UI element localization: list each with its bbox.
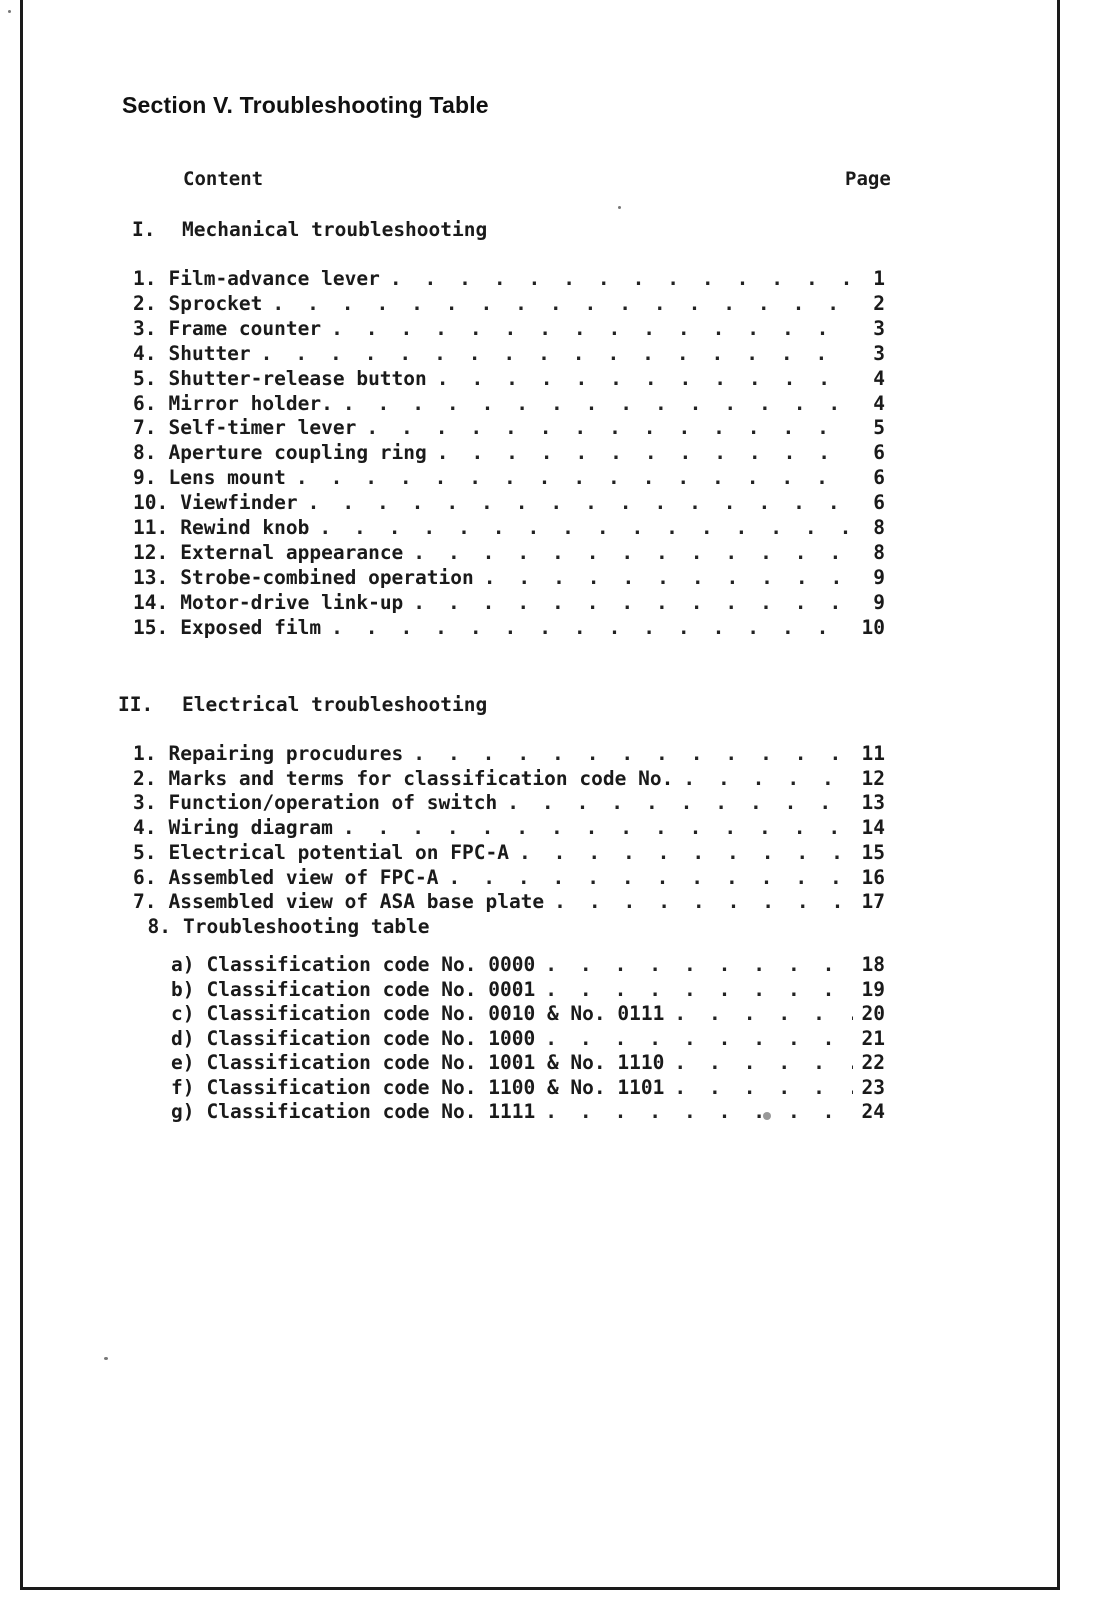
toc-entry-page: 16 — [861, 865, 885, 889]
scan-speck — [763, 1112, 771, 1120]
page-column-header: Page — [845, 168, 891, 190]
toc-entry-number: e) — [171, 1051, 195, 1074]
section-title: Section V. Troubleshooting Table — [122, 92, 489, 118]
toc-entry-page: 8 — [873, 516, 885, 539]
toc-entry — [171, 978, 885, 1003]
toc-entry-page: 8 — [873, 540, 885, 564]
toc-entry-page: 17 — [861, 890, 885, 914]
toc-entry-number: g) — [171, 1100, 195, 1123]
toc-entry-number: 5. — [133, 840, 157, 864]
toc-entry-number: 13. — [133, 565, 169, 589]
section-number: II. — [118, 693, 154, 716]
toc-leader-dots — [664, 1076, 853, 1099]
toc-entry-label: External appearance — [180, 540, 404, 564]
toc-entry-label: Repairing procudures — [168, 742, 404, 765]
toc-entry — [133, 516, 885, 541]
toc-leader-dots — [427, 441, 853, 464]
toc-entry-number: 7. — [133, 416, 157, 440]
toc-entry-page: 13 — [861, 791, 885, 815]
scan-speck — [104, 1357, 108, 1360]
toc-entry-page: 4 — [873, 391, 885, 415]
toc-entry — [133, 416, 885, 441]
toc-entry-page: 12 — [861, 766, 885, 790]
toc-entry-number: f) — [171, 1075, 195, 1099]
toc-entry-number: a) — [171, 953, 195, 976]
section-heading-label: Mechanical troubleshooting — [182, 218, 488, 241]
toc-entry-page: 4 — [873, 366, 885, 390]
toc-entry-label: Classification code No. 1001 & No. 1110 — [206, 1051, 665, 1074]
toc-entry-number: 2. — [133, 291, 157, 315]
toc-leader-dots — [535, 978, 853, 1001]
toc-leader-dots — [535, 1027, 853, 1050]
toc-entry-page: 22 — [861, 1051, 885, 1074]
toc-leader-dots — [333, 392, 853, 415]
toc-entry — [133, 367, 885, 392]
toc-entry-label: Troubleshooting table — [183, 914, 430, 938]
toc-entry-page: 3 — [873, 316, 885, 340]
toc-entry — [171, 1100, 885, 1125]
toc-entry — [133, 915, 885, 940]
toc-leader-dots — [251, 342, 853, 365]
toc-entry-number: b) — [171, 977, 195, 1001]
toc-entry-page: 20 — [861, 1002, 885, 1025]
toc-entry-label: Assembled view of FPC-A — [168, 865, 439, 889]
toc-entry — [133, 267, 885, 292]
toc-leader-dots — [509, 841, 853, 864]
toc-entry — [133, 541, 885, 566]
toc-entry-page: 19 — [861, 977, 885, 1001]
toc-entry-label: Classification code No. 0000 — [206, 953, 536, 976]
toc-leader-dots — [380, 267, 853, 290]
toc-entry-page: 23 — [861, 1075, 885, 1099]
toc-leader-dots — [535, 953, 853, 976]
toc-leader-dots — [535, 1100, 853, 1123]
toc-leader-dots — [664, 1051, 853, 1074]
toc-entry-label: Classification code No. 0010 & No. 0111 — [206, 1002, 665, 1025]
toc-entry-page: 21 — [861, 1026, 885, 1050]
toc-entry — [133, 292, 885, 317]
toc-entry — [171, 953, 885, 978]
toc-entry-page: 10 — [861, 615, 885, 639]
toc-entry-label: Classification code No. 0001 — [206, 977, 536, 1001]
toc-entry-label: Aperture coupling ring — [168, 441, 427, 465]
toc-entry-page: 9 — [873, 590, 885, 614]
toc-entry-number: 1. — [133, 267, 157, 290]
toc-entry — [133, 491, 885, 516]
toc-leader-dots — [403, 591, 853, 614]
toc-entry-label: Exposed film — [180, 615, 322, 639]
toc-entry-number: 5. — [133, 366, 157, 390]
scan-speck — [618, 206, 621, 209]
toc-entry-number: 8. — [147, 914, 171, 938]
toc-leader-dots — [321, 317, 853, 340]
toc-entry-label: Motor-drive link-up — [180, 590, 404, 614]
toc-entry-page: 2 — [873, 291, 885, 315]
toc-entry-number: 4. — [133, 816, 157, 840]
toc-entry-label: Viewfinder — [180, 491, 298, 515]
toc-entry-label: Lens mount — [168, 466, 286, 490]
toc-entry — [133, 342, 885, 367]
toc-entry-number: 3. — [133, 316, 157, 340]
toc-entry — [133, 392, 885, 417]
toc-leader-dots — [321, 616, 853, 639]
toc-entry-number: 6. — [133, 865, 157, 889]
toc-leader-dots — [333, 816, 853, 839]
toc-entry-page: 9 — [873, 565, 885, 589]
toc-entry-page: 14 — [861, 816, 885, 840]
toc-entry-label: Classification code No. 1111 — [206, 1100, 536, 1123]
toc-entry-number: d) — [171, 1026, 195, 1050]
toc-entry-label: Wiring diagram — [168, 816, 333, 840]
toc-entry — [133, 866, 885, 891]
toc-entry-label: Classification code No. 1100 & No. 1101 — [206, 1075, 665, 1099]
toc-entry-page: 24 — [861, 1100, 885, 1123]
toc-entry-label: Assembled view of ASA base plate — [168, 890, 545, 914]
toc-leader-dots — [544, 890, 853, 913]
toc-leader-dots — [298, 491, 853, 514]
toc-entry-page: 6 — [873, 466, 885, 490]
toc-entry — [133, 616, 885, 641]
toc-entry-number: c) — [171, 1002, 195, 1025]
toc-leader-dots — [439, 866, 853, 889]
toc-entry — [133, 566, 885, 591]
toc-leader-dots — [262, 292, 853, 315]
toc-entry-page: 6 — [873, 441, 885, 465]
toc-entry-number: 10. — [133, 491, 169, 515]
toc-leader-dots — [497, 791, 853, 814]
toc-entry-number: 15. — [133, 615, 169, 639]
toc-entry — [133, 466, 885, 491]
toc-entry-page: 5 — [873, 416, 885, 440]
toc-leader-dots — [673, 767, 853, 790]
toc-entry — [133, 742, 885, 767]
toc-leader-dots — [474, 566, 853, 589]
toc-entry-number: 12. — [133, 540, 169, 564]
toc-entry-label: Function/operation of switch — [168, 791, 498, 815]
toc-entry-page: 6 — [873, 491, 885, 515]
toc-entry-number: 3. — [133, 791, 157, 815]
toc-entry-number: 8. — [133, 441, 157, 465]
content-column-header: Content — [183, 168, 264, 190]
toc-leader-dots — [356, 416, 853, 439]
toc-leader-dots — [403, 742, 853, 765]
toc-entry-label: Classification code No. 1000 — [206, 1026, 536, 1050]
toc-entry — [133, 791, 885, 816]
toc-entry — [171, 1051, 885, 1076]
toc-entry — [171, 1002, 885, 1027]
toc-entry — [133, 767, 885, 792]
toc-leader-dots — [427, 367, 853, 390]
toc-entry-label: Sprocket — [168, 291, 263, 315]
toc-leader-dots — [664, 1002, 853, 1025]
toc-entry-label: Self-timer lever — [168, 416, 357, 440]
toc-entry-page: 3 — [873, 341, 885, 365]
toc-entry-number: 11. — [133, 516, 169, 539]
toc-entry-label: Film-advance lever — [168, 267, 380, 290]
toc-leader-dots — [286, 466, 853, 489]
toc-entry-page: 1 — [873, 267, 885, 290]
toc-entry-page: 15 — [861, 840, 885, 864]
toc-leader-dots — [403, 541, 853, 564]
toc-entry-page: 18 — [861, 953, 885, 976]
toc-entry-label: Mirror holder. — [168, 391, 333, 415]
section-mechanical-heading — [132, 218, 487, 241]
toc-entry-label: Shutter — [168, 341, 251, 365]
toc-entry — [133, 841, 885, 866]
toc-entry-number: 7. — [133, 890, 157, 914]
toc-entry — [133, 816, 885, 841]
toc-entry — [133, 317, 885, 342]
toc-entry-label: Rewind knob — [180, 516, 310, 539]
toc-entry — [133, 591, 885, 616]
toc-entry — [133, 441, 885, 466]
section-number: I. — [132, 218, 156, 241]
toc-entry-number: 1. — [133, 742, 157, 765]
toc-leader-dots — [309, 516, 853, 539]
toc-entry-label: Electrical potential on FPC-A — [168, 840, 509, 864]
section-electrical-heading — [118, 693, 487, 716]
toc-entry-number: 2. — [133, 766, 157, 790]
section-heading-label: Electrical troubleshooting — [182, 693, 488, 716]
toc-entry-number: 6. — [133, 391, 157, 415]
toc-entry-label: Shutter-release button — [168, 366, 427, 390]
toc-entry-number: 14. — [133, 590, 169, 614]
toc-entry-page: 11 — [861, 742, 885, 765]
scan-speck — [8, 10, 11, 13]
toc-entry-label: Strobe-combined operation — [180, 565, 474, 589]
toc-entry-label: Frame counter — [168, 316, 322, 340]
toc-entry — [133, 890, 885, 915]
toc-entry-label: Marks and terms for classification code No. — [168, 766, 674, 790]
toc-entry — [171, 1027, 885, 1052]
toc-entry-number: 4. — [133, 341, 157, 365]
toc-entry-number: 9. — [133, 466, 157, 490]
toc-entry — [171, 1076, 885, 1101]
